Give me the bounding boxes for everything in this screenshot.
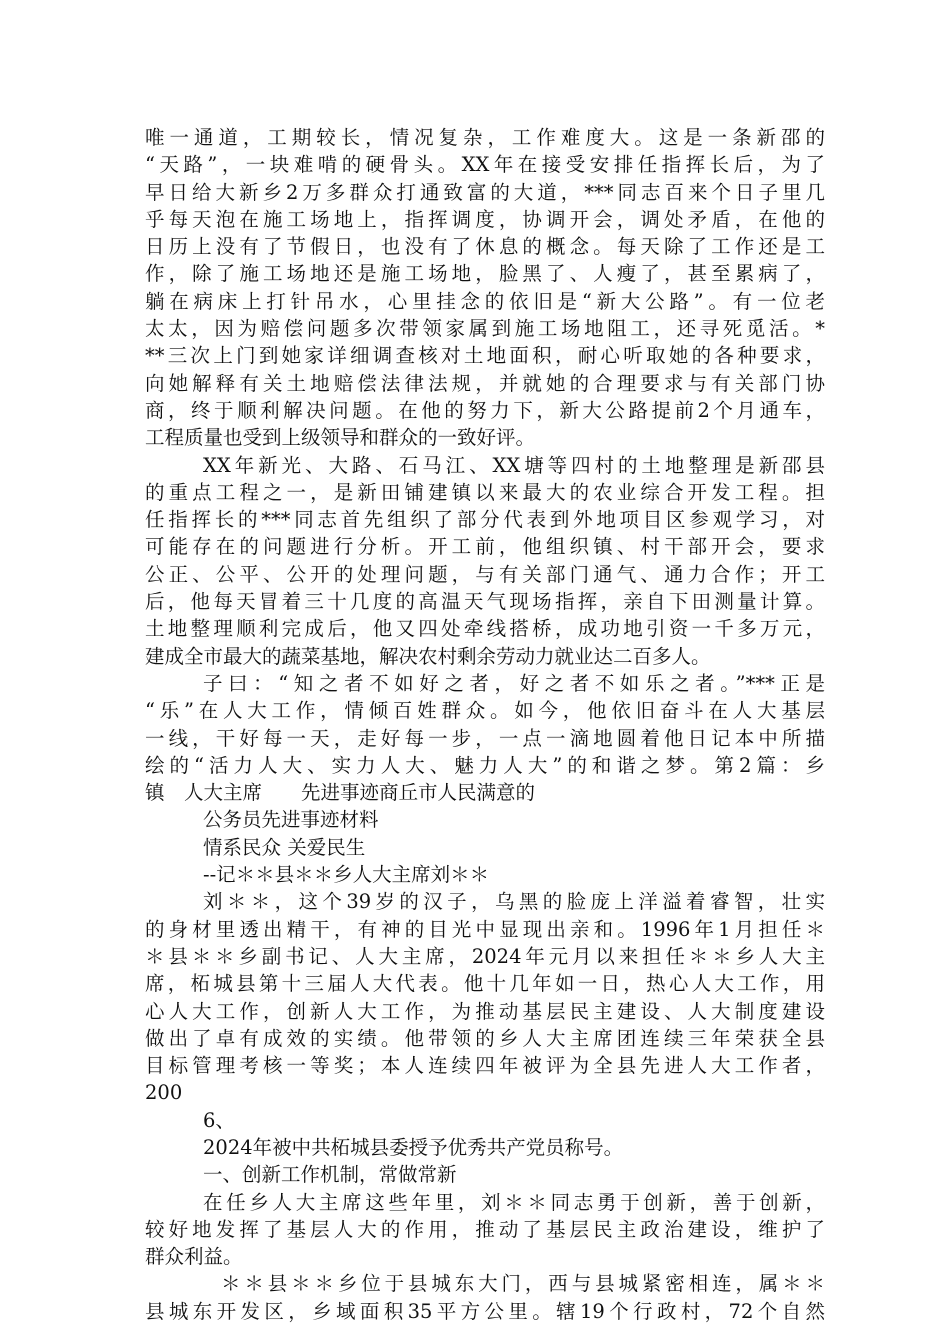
text-line: 目标管理考核一等奖；本人连续四年被评为全县先进人大工作者，	[145, 1054, 825, 1078]
text-line: 后，他每天冒着三十几度的高温天气现场指挥，亲自下田测量计算。	[145, 590, 825, 614]
text-line: 200	[145, 1081, 183, 1105]
text-line: 一、创新工作机制，常做常新	[203, 1163, 457, 1187]
text-line: **三次上门到她家详细调查核对土地面积，耐心听取她的各种要求，	[145, 344, 825, 368]
text-line: 在任乡人大主席这些年里，刘＊＊同志勇于创新，善于创新，	[203, 1190, 825, 1214]
text-line: 唯一通道，工期较长，情况复杂，工作难度大。这是一条新邵的	[145, 126, 825, 149]
text-line: ＊县＊＊乡副书记、人大主席，2024年元月以来担任＊＊乡人大主	[145, 944, 825, 968]
text-line: 早日给大新乡2万多群众打通致富的大道，***同志百来个日子里几	[145, 180, 825, 204]
text-line: “天路”，一块难啃的硬骨头。XX年在接受安排任指挥长后，为了	[145, 153, 825, 177]
text-line: 县城东开发区，乡域面积35平方公里。辖19个行政村，72个自然	[145, 1299, 825, 1323]
text-line: 建成全市最大的蔬菜基地，解决农村剩余劳动力就业达二百多人。	[145, 644, 711, 668]
text-line: 土地整理顺利完成后，他又四处牵线搭桥，成功地引资一千多万元，	[145, 617, 825, 641]
text-line: 刘＊＊，这个39岁的汉子，乌黑的脸庞上洋溢着睿智，壮实	[203, 890, 825, 914]
text-line: 做出了卓有成效的实绩。他带领的乡人大主席团连续三年荣获全县	[145, 1026, 825, 1050]
text-line: XX年新光、大路、石马江、XX塘等四村的土地整理是新邵县	[203, 453, 825, 477]
text-line: 一线，干好每一天，走好每一步，一点一滴地圆着他日记本中所描	[145, 726, 825, 750]
text-line: 可能存在的问题进行分析。开工前，他组织镇、村干部开会，要求	[145, 535, 825, 559]
text-line: --记＊＊县＊＊乡人大主席刘＊＊	[203, 863, 490, 887]
text-line: 的重点工程之一，是新田铺建镇以来最大的农业综合开发工程。担	[145, 480, 825, 504]
text-line: 2024年被中共柘城县委授予优秀共产党员称号。	[203, 1135, 624, 1159]
text-line: 日历上没有了节假日，也没有了休息的概念。每天除了工作还是工	[145, 235, 825, 259]
text-line: 躺在病床上打针吊水，心里挂念的依旧是“新大公路”。有一位老	[145, 289, 825, 313]
text-line: 公务员先进事迹材料	[203, 808, 379, 832]
text-line: 商，终于顺利解决问题。在他的努力下，新大公路提前2个月通车，	[145, 398, 825, 422]
text-line: 太太，因为赔偿问题多次带领家属到施工场地阻工，还寻死觅活。*	[145, 317, 825, 341]
document-body	[145, 124, 825, 1325]
text-line: 任指挥长的***同志首先组织了部分代表到外地项目区参观学习，对	[145, 508, 825, 532]
text-line: 较好地发挥了基层人大的作用，推动了基层民主政治建设，维护了	[145, 1217, 825, 1241]
text-line: 镇 人大主席 先进事迹商丘市人民满意的	[145, 781, 536, 805]
text-line: 群众利益。	[145, 1245, 243, 1269]
text-line: 心人大工作，创新人大工作，为推动基层民主建设、人大制度建设	[145, 999, 825, 1023]
text-line: ＊＊县＊＊乡位于县城东大门，西与县城紧密相连，属＊＊	[221, 1272, 825, 1296]
text-line: 乎每天泡在施工场地上，指挥调度，协调开会，调处矛盾，在他的	[145, 207, 825, 231]
text-line: 情系民众 关爱民生	[203, 835, 366, 859]
text-line: 作，除了施工场地还是施工场地，脸黑了、人瘦了，甚至累病了，	[145, 262, 825, 286]
text-line: 6、	[203, 1108, 235, 1132]
text-line: “乐”在人大工作，情倾百姓群众。如今，他依旧奋斗在人大基层	[145, 699, 825, 723]
text-line: 工程质量也受到上级领导和群众的一致好评。	[145, 426, 536, 450]
text-line: 席，柘城县第十三届人大代表。他十几年如一日，热心人大工作，用	[145, 972, 825, 996]
text-line: 子曰：“知之者不如好之者，好之者不如乐之者。”***正是	[203, 671, 825, 695]
text-line: 的身材里透出精干，有神的目光中显现出亲和。1996年1月担任＊	[145, 917, 825, 941]
text-line: 向她解释有关土地赔偿法律法规，并就她的合理要求与有关部门协	[145, 371, 825, 395]
text-line: 绘的“活力人大、实力人大、魅力人大”的和谐之梦。第2篇：乡	[145, 753, 825, 777]
text-line: 公正、公平、公开的处理问题，与有关部门通气、通力合作；开工	[145, 562, 825, 586]
